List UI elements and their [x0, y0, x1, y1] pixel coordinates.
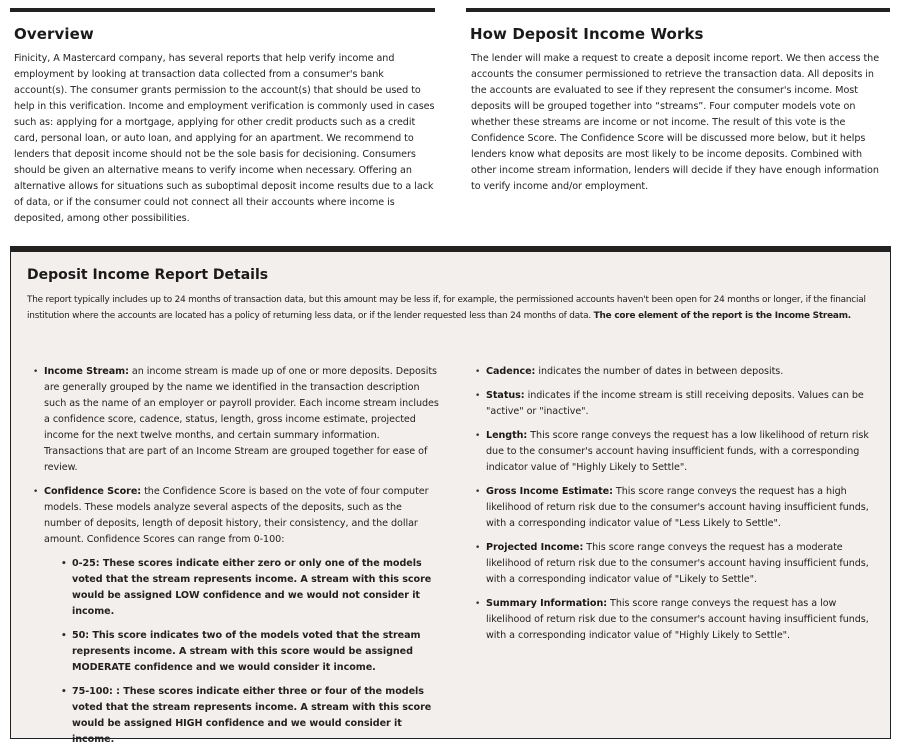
how-it-works-body: The lender will make a request to create a deposit income report. We then access the accounts the consumer permissioned to retrieve the transaction data. All deposits in the accounts are evaluated to see if they represent the consumer's income. Most deposits will be grouped together into “streams”. Four computer models vote on whether these streams are income or not income. The result of this vote is the Confidence Score. The Confidence Score will be discussed more below, but it helps lenders know what deposits are most likely to be income deposits. Combined with other income stream information, lenders will decide if they have enough information to verify income and/or employment.	[471, 53, 880, 192]
overview-title: Overview	[14, 25, 94, 43]
definition: This score range conveys the request has a moderate likelihood of return risk due to the consumer's account having insufficient funds, with a corresponding indicator value of "Likely to Settle".	[486, 542, 869, 585]
how-it-works-title: How Deposit Income Works	[470, 25, 704, 43]
list-item-cadence	[473, 364, 873, 380]
left-column	[31, 364, 441, 756]
term: Income Stream:	[44, 366, 129, 377]
score-range-moderate: • 50: This score indicates two of the models voted that the stream represents income. A stream with this score would be assigned MODERATE confidence and we would consider it income.	[59, 628, 441, 676]
intro-text: The report typically includes up to 24 months of transaction data, but this amount may be less if, for example, the permissioned accounts haven't been open for 24 months or longer, if the financial institution where the accounts are located has a policy of returning less data, or if the lender requested less than 24 months of data.	[27, 295, 866, 321]
list-item-income-stream	[31, 364, 441, 476]
list-item-gross-income-estimate	[473, 484, 873, 532]
list-item-summary-information	[473, 596, 873, 644]
right-column	[473, 364, 873, 652]
term: Gross Income Estimate:	[486, 486, 613, 497]
report-details-card	[10, 246, 891, 745]
definition: This score range conveys the request has a low likelihood of return risk due to the consumer's account having insufficient funds, with a corresponding indicator value of "Highly Likely to Settle".	[486, 430, 869, 473]
term: Status:	[486, 390, 525, 401]
definition: the Confidence Score is based on the vote of four computer models. These models analyze several aspects of the deposits, such as the number of deposits, length of deposit history, their consistency, and the dollar amount. Confidence Scores can range from 0-100:	[44, 486, 429, 545]
definition: an income stream is made up of one or more deposits. Deposits are generally grouped by the name we identified in the transaction description such as the name of an employer or payroll provider. Each income stream includes a confidence score, cadence, status, length, gross income estimate, projected income for the next twelve months, and certain summary information. Transactions that are part of an Income Stream are grouped together for ease of review.	[44, 366, 439, 473]
term: Cadence:	[486, 366, 536, 377]
intro-bold-text: The core element of the report is the Income Stream.	[593, 311, 851, 321]
score-range-high: • 75-100: : These scores indicate either three or four of the models voted that the stream represents income. A stream with this score would be assigned HIGH confidence and we would consider it income.	[59, 684, 441, 748]
term: Length:	[486, 430, 528, 441]
report-details-title: Deposit Income Report Details	[27, 267, 269, 283]
score-range-low: • 0-25: These scores indicate either zero or only one of the models voted that the stream represents income. A stream with this score would be assigned LOW confidence and we would not consider it income.	[59, 556, 441, 620]
term: Confidence Score:	[44, 486, 142, 497]
right-term-list	[473, 364, 873, 644]
term: Projected Income:	[486, 542, 584, 553]
list-item-length	[473, 428, 873, 476]
score-range-list	[59, 556, 441, 748]
definition: This score range conveys the request has a high likelihood of return risk due to the consumer's account having insufficient funds, with a corresponding indicator value of "Less Likely to Settle".	[486, 486, 869, 529]
definition: This score range conveys the request has a low likelihood of return risk due to the consumer's account having insufficient funds, with a corresponding indicator value of "Highly Likely to Settle".	[486, 598, 869, 641]
overview-body: Finicity, A Mastercard company, has several reports that help verify income and employment by looking at transaction data collected from a consumer's bank account(s). The consumer grants permission to the account(s) that should be used to help in this verification. Income and employment verification is commonly used in cases such as: applying for a mortgage, applying for other credit products such as a credit card, personal loan, or auto loan, and applying for an apartment. We recommend to lenders that deposit income should not be the sole basis for decisioning. Consumers should be given an alternative means to verify income when necessary. Offering an alternative allows for situations such as suboptimal deposit income results due to a lack of data, or if the consumer could not connect all their accounts where income is deposited, among other possibilities.	[14, 53, 435, 224]
overview-section	[10, 8, 435, 227]
term: Summary Information:	[486, 598, 608, 609]
how-it-works-top-rule	[466, 8, 890, 12]
list-item-projected-income	[473, 540, 873, 588]
report-details-intro	[27, 292, 876, 324]
left-term-list	[31, 364, 441, 748]
list-item-confidence-score	[31, 484, 441, 748]
how-it-works-section	[466, 8, 890, 195]
list-item-status	[473, 388, 873, 420]
definition: indicates the number of dates in between deposits.	[535, 366, 784, 377]
overview-top-rule	[10, 8, 435, 12]
definition: indicates if the income stream is still receiving deposits. Values can be "active" or "inactive".	[486, 390, 864, 417]
